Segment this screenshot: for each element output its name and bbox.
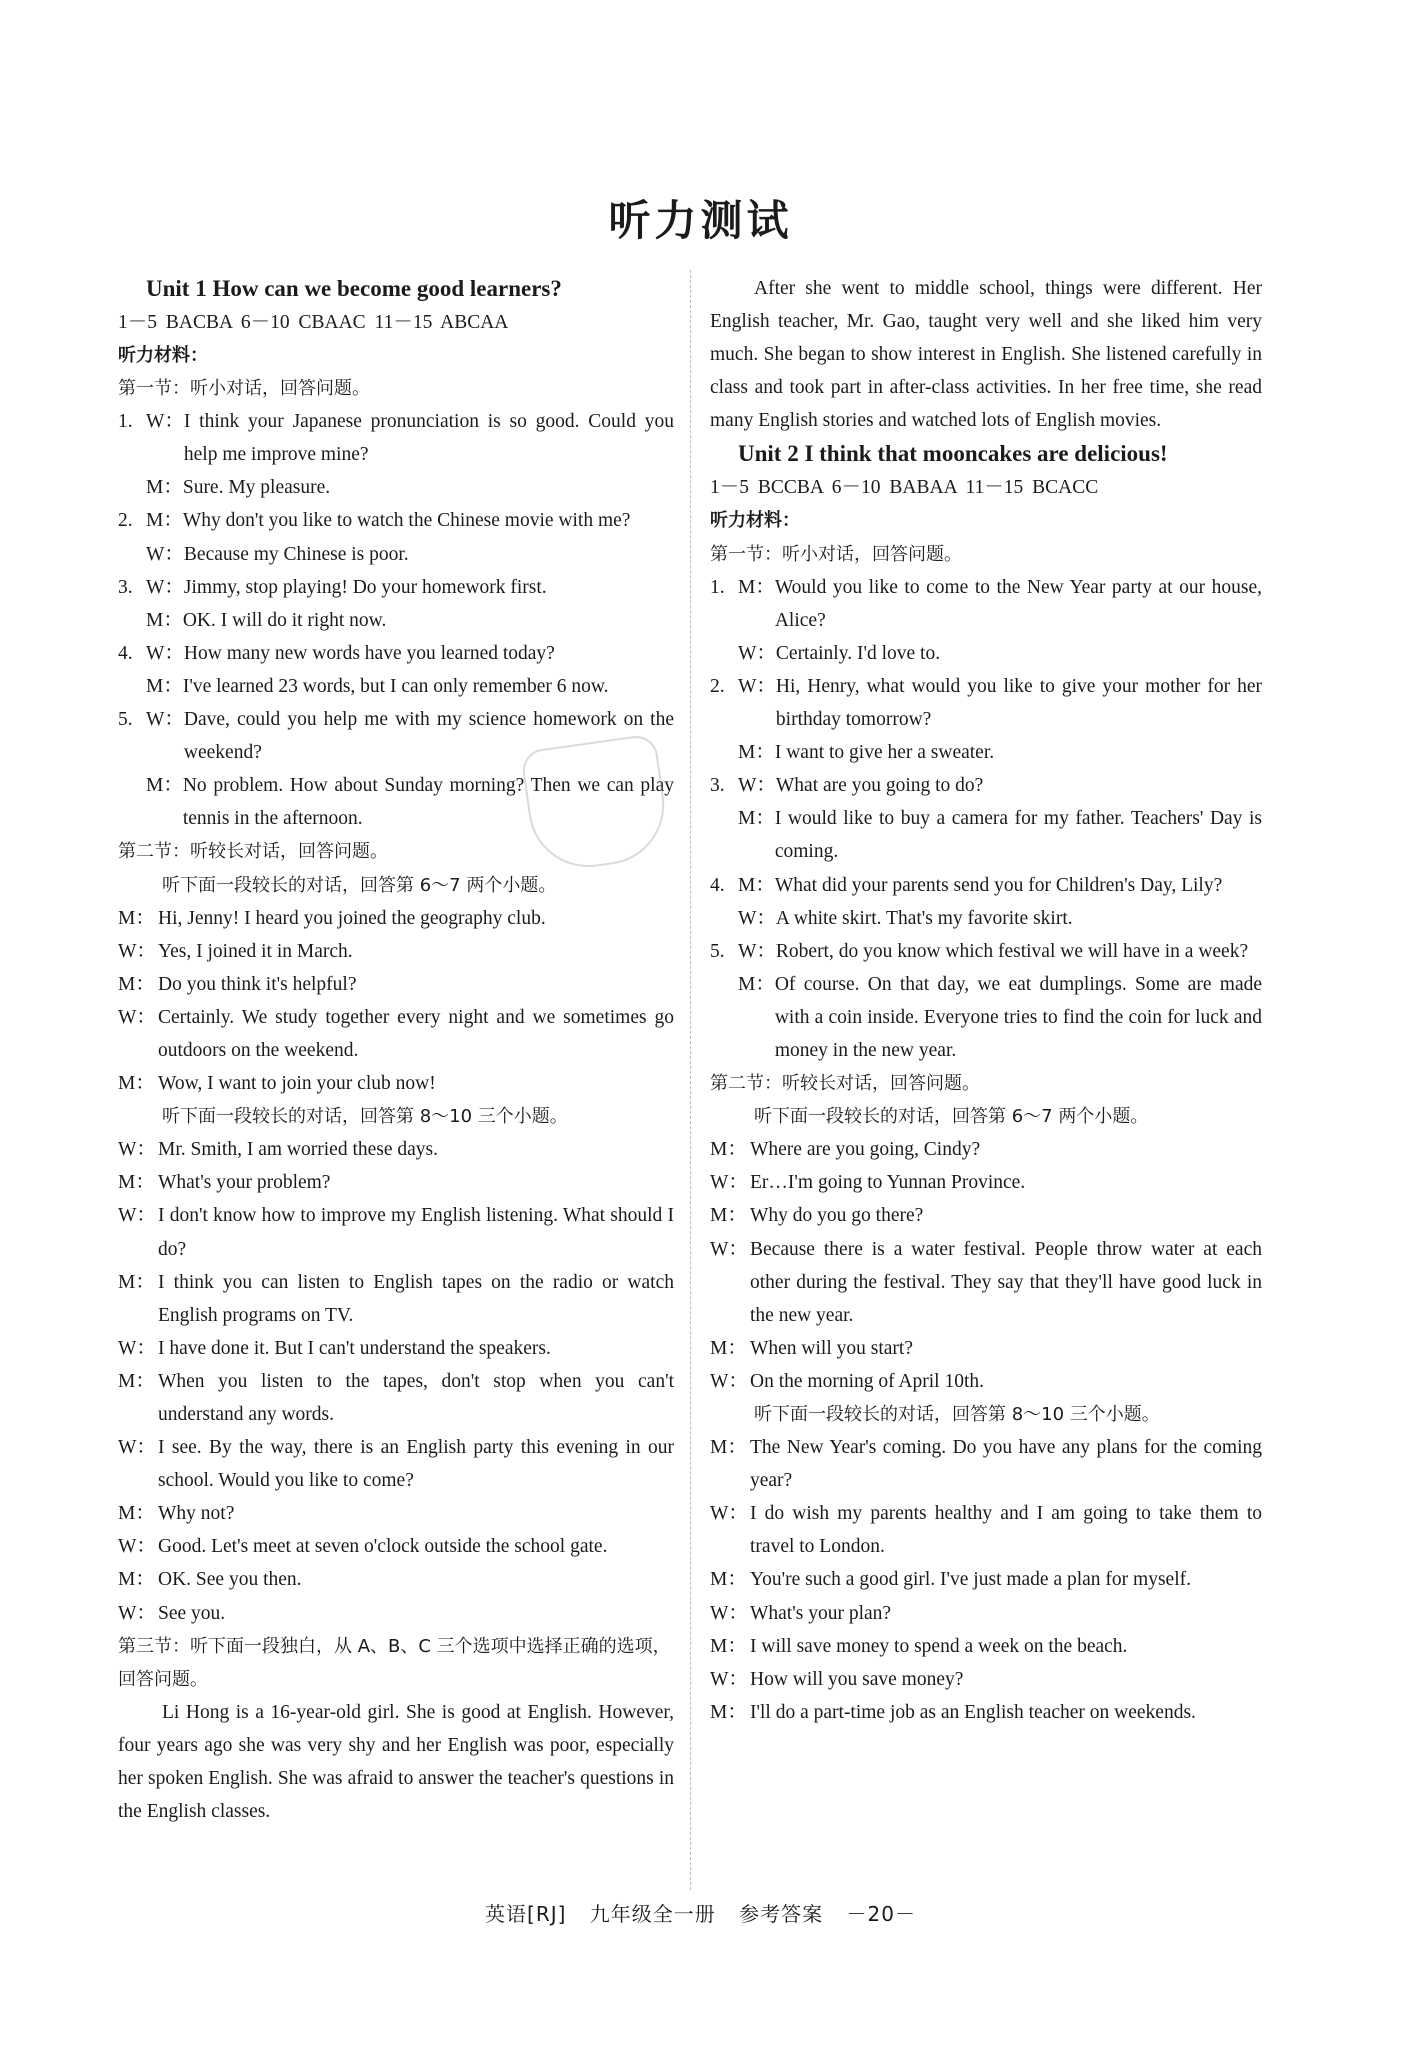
dialog-text: When will you start?: [750, 1337, 913, 1359]
dialog-number: 1.: [710, 576, 725, 598]
dialog-text: Because there is a water festival. People throw water at each other during the festival. They say that they'll have good luck in the new year.: [750, 1238, 1262, 1326]
speaker: W：: [118, 1006, 156, 1028]
dialog-number: 2.: [118, 510, 133, 532]
unit1-answers: 1－5 BACBA 6－10 CBAAC 11－15 ABCAA: [118, 312, 509, 333]
speaker: M：: [146, 477, 183, 499]
unit1-section2-heading: 第二节：听较长对话，回答问题。: [118, 841, 388, 863]
speaker: M：: [118, 907, 155, 929]
dialog-text: OK. I will do it right now.: [182, 609, 387, 631]
dialog-line: [118, 1497, 674, 1530]
speaker: W：: [118, 1139, 156, 1161]
dialog-text: Dave, could you help me with my science homework on the weekend?: [183, 709, 674, 764]
dialog-text: I've learned 23 words, but I can only remember 6 now.: [182, 675, 609, 697]
dialog-text: Good. Let's meet at seven o'clock outside the school gate.: [158, 1536, 608, 1558]
speaker: W：: [146, 576, 184, 598]
dialog-number: 1.: [118, 411, 133, 433]
dialog-number: [710, 637, 738, 670]
dialog-line: [710, 1563, 1262, 1596]
dialog-line: [710, 1597, 1262, 1630]
unit2-long-dialog-1: [710, 1133, 1262, 1398]
dialog-line: [118, 571, 674, 604]
dialog-number: [710, 902, 738, 935]
speaker: M：: [710, 1569, 747, 1591]
speaker: W：: [146, 543, 184, 565]
speaker: M：: [146, 510, 183, 532]
dialog-text: Hi, Jenny! I heard you joined the geography club.: [158, 907, 546, 929]
page-footer: [0, 1898, 1401, 1927]
unit2-section1-heading: 第一节：听小对话，回答问题。: [710, 543, 962, 565]
speaker: M：: [738, 576, 775, 598]
unit2-long-dialog-2: [710, 1431, 1262, 1729]
speaker: M：: [146, 775, 183, 797]
dialog-line: [710, 1166, 1262, 1199]
unit1-long-dialog-2: [118, 1133, 674, 1629]
dialog-line: [118, 538, 674, 571]
dialog-text: Why not?: [158, 1503, 235, 1525]
dialog-text: See you.: [158, 1602, 226, 1624]
dialog-number: [118, 769, 146, 835]
dialog-line: [118, 1365, 674, 1431]
speaker: W：: [738, 675, 776, 697]
speaker: M：: [118, 1569, 155, 1591]
dialog-line: [118, 902, 674, 935]
speaker: M：: [118, 1073, 155, 1095]
dialog-line: [710, 802, 1262, 868]
dialog-text: You're such a good girl. I've just made a plan for myself.: [750, 1569, 1191, 1591]
speaker: W：: [146, 642, 184, 664]
speaker: W：: [710, 1503, 748, 1525]
speaker: M：: [710, 1139, 747, 1161]
dialog-text: I think your Japanese pronunciation is so good. Could you help me improve mine?: [183, 411, 674, 466]
dialog-line: [710, 968, 1262, 1067]
speaker: M：: [738, 973, 775, 995]
dialog-text: Robert, do you know which festival we will have in a week?: [775, 940, 1249, 962]
dialog-number: [118, 538, 146, 571]
dialog-text: Because my Chinese is poor.: [183, 543, 409, 565]
dialog-text: OK. See you then.: [158, 1569, 302, 1591]
speaker: W：: [118, 1437, 156, 1459]
dialog-text: I want to give her a sweater.: [774, 742, 995, 764]
speaker: W：: [118, 1205, 156, 1227]
dialog-line: [710, 1663, 1262, 1696]
dialog-line: [710, 1365, 1262, 1398]
unit2-instruction-b: 听下面一段较长的对话，回答第 8～10 三个小题。: [754, 1404, 1160, 1425]
dialog-line: [710, 1133, 1262, 1166]
speaker: W：: [738, 775, 776, 797]
dialog-text: Mr. Smith, I am worried these days.: [158, 1139, 438, 1161]
dialog-line: [710, 736, 1262, 769]
dialog-line: [118, 1067, 674, 1100]
footer-label: 参考答案: [739, 1902, 824, 1926]
dialog-text: Certainly. We study together every night and we sometimes go outdoors on the weekend.: [158, 1006, 674, 1061]
dialog-number: [118, 604, 146, 637]
speaker: W：: [738, 642, 776, 664]
dialog-text: I would like to buy a camera for my father. Teachers' Day is coming.: [774, 808, 1262, 863]
speaker: W：: [710, 1602, 748, 1624]
dialog-text: Why don't you like to watch the Chinese movie with me?: [182, 510, 631, 532]
dialog-text: I think you can listen to English tapes on the radio or watch English programs on TV.: [158, 1271, 674, 1326]
dialog-line: [118, 1001, 674, 1067]
right-column: [710, 272, 1262, 1729]
unit1-monologue-paragraph-1: Li Hong is a 16-year-old girl. She is good at English. However, four years ago she was very shy and her English was poor, especially her spoken English. She was afraid to answer the teacher's questions in the English classes.: [118, 1701, 674, 1823]
dialog-line: [710, 1199, 1262, 1232]
dialog-text: Hi, Henry, what would you like to give your mother for her birthday tomorrow?: [775, 675, 1262, 731]
speaker: M：: [710, 1337, 747, 1359]
unit1-material-label: 听力材料：: [118, 345, 208, 366]
dialog-text: I'll do a part-time job as an English teacher on weekends.: [750, 1701, 1196, 1723]
unit2-section2-heading: 第二节：听较长对话，回答问题。: [710, 1073, 980, 1095]
dialog-text: Jimmy, stop playing! Do your homework first.: [183, 576, 547, 598]
speaker: M：: [738, 742, 775, 764]
dialog-number: [710, 736, 738, 769]
unit1-monologue-paragraph-2: After she went to middle school, things were different. Her English teacher, Mr. Gao, taught very well and she liked him very much. She began to show interest in English. She listened carefully in class and took part in after-class activities. In her free time, she read many English stories and watched lots of English movies.: [710, 278, 1262, 432]
dialog-line: [118, 968, 674, 1001]
dialog-line: [118, 604, 674, 637]
speaker: M：: [118, 973, 155, 995]
dialog-line: [710, 869, 1262, 902]
dialog-line: [118, 1266, 674, 1332]
unit2-heading: Unit 2 I think that mooncakes are delicious!: [738, 441, 1168, 467]
dialog-line: [710, 571, 1262, 637]
dialog-text: What are you going to do?: [775, 775, 984, 797]
dialog-text: Of course. On that day, we eat dumplings. Some are made with a coin inside. Everyone tries to find the coin for luck and money in the new year.: [774, 973, 1262, 1061]
speaker: W：: [118, 1602, 156, 1624]
speaker: M：: [738, 874, 775, 896]
speaker: M：: [118, 1172, 155, 1194]
dialog-text: Yes, I joined it in March.: [158, 940, 353, 962]
dialog-text: What's your problem?: [158, 1172, 331, 1194]
dialog-line: [118, 670, 674, 703]
dialog-line: [118, 1199, 674, 1265]
page-title: 听力测试: [608, 196, 793, 245]
unit1-instruction-b: 听下面一段较长的对话，回答第 8～10 三个小题。: [162, 1106, 568, 1128]
dialog-line: [710, 670, 1262, 736]
dialog-number: 3.: [118, 576, 133, 598]
unit2-material-label: 听力材料：: [710, 510, 800, 532]
speaker: M：: [146, 675, 183, 697]
speaker: W：: [146, 709, 184, 731]
dialog-text: Why do you go there?: [750, 1205, 924, 1227]
dialog-text: On the morning of April 10th.: [750, 1370, 984, 1392]
dialog-text: I see. By the way, there is an English party this evening in our school. Would you like to come?: [158, 1437, 674, 1492]
dialog-line: [710, 902, 1262, 935]
dialog-line: [118, 637, 674, 670]
speaker: W：: [118, 1337, 156, 1359]
dialog-number: 2.: [710, 675, 725, 697]
dialog-text: What's your plan?: [750, 1602, 892, 1624]
dialog-text: I will save money to spend a week on the beach.: [750, 1635, 1128, 1657]
dialog-line: [118, 1563, 674, 1596]
unit1-heading: Unit 1 How can we become good learners?: [146, 276, 562, 301]
left-column: [118, 272, 674, 1828]
speaker: W：: [738, 907, 776, 929]
dialog-line: [710, 1497, 1262, 1563]
unit1-section3-heading: 第三节：听下面一段独白，从 A、B、C 三个选项中选择正确的选项，回答问题。: [118, 1635, 671, 1690]
unit2-instruction-a: 听下面一段较长的对话，回答第 6～7 两个小题。: [754, 1106, 1149, 1128]
dialog-text: I have done it. But I can't understand the speakers.: [158, 1337, 551, 1359]
dialog-number: 3.: [710, 775, 725, 797]
dialog-number: 4.: [118, 642, 133, 664]
watermark-stamp: ​: [520, 733, 672, 875]
dialog-number: [710, 802, 738, 868]
dialog-text: Certainly. I'd love to.: [775, 642, 941, 664]
dialog-number: 4.: [710, 874, 725, 896]
dialog-number: [710, 968, 738, 1067]
dialog-text: I do wish my parents healthy and I am going to take them to travel to London.: [750, 1503, 1262, 1558]
speaker: M：: [118, 1503, 155, 1525]
dialog-line: [118, 1166, 674, 1199]
dialog-text: Do you think it's helpful?: [158, 973, 357, 995]
dialog-text: A white skirt. That's my favorite skirt.: [775, 907, 1073, 929]
dialog-number: 5.: [118, 709, 133, 731]
dialog-line: [118, 471, 674, 504]
page-number: －20－: [846, 1902, 916, 1926]
speaker: M：: [738, 808, 775, 830]
dialog-text: Where are you going, Cindy?: [750, 1139, 981, 1161]
speaker: W：: [710, 1370, 748, 1392]
dialog-line: [118, 1431, 674, 1497]
unit2-short-dialogs: [710, 571, 1262, 1067]
dialog-line: [710, 1696, 1262, 1729]
dialog-number: [118, 471, 146, 504]
dialog-text: Er…I'm going to Yunnan Province.: [750, 1172, 1026, 1194]
dialog-text: What did your parents send you for Children's Day, Lily?: [774, 874, 1223, 896]
dialog-line: [118, 1332, 674, 1365]
dialog-line: [118, 504, 674, 537]
dialog-line: [118, 405, 674, 471]
dialog-text: When you listen to the tapes, don't stop when you can't understand any words.: [158, 1370, 674, 1425]
speaker: W：: [738, 940, 776, 962]
speaker: M：: [146, 609, 183, 631]
speaker: W：: [710, 1668, 748, 1690]
dialog-text: Would you like to come to the New Year party at our house, Alice?: [774, 576, 1262, 631]
dialog-line: [118, 935, 674, 968]
dialog-number: [118, 670, 146, 703]
dialog-line: [710, 1233, 1262, 1332]
speaker: W：: [146, 411, 184, 433]
dialog-line: [710, 1332, 1262, 1365]
speaker: W：: [118, 1536, 156, 1558]
speaker: W：: [710, 1172, 748, 1194]
speaker: M：: [710, 1635, 747, 1657]
dialog-text: I don't know how to improve my English listening. What should I do?: [158, 1205, 674, 1260]
dialog-line: [118, 1530, 674, 1563]
speaker: M：: [118, 1271, 155, 1293]
speaker: M：: [710, 1701, 747, 1723]
dialog-line: [710, 1431, 1262, 1497]
dialog-number: 5.: [710, 940, 725, 962]
speaker: W：: [710, 1238, 748, 1260]
unit2-answers: 1－5 BCCBA 6－10 BABAA 11－15 BCACC: [710, 477, 1099, 499]
footer-grade: 九年级全一册: [589, 1902, 716, 1926]
dialog-line: [710, 769, 1262, 802]
dialog-text: No problem. How about Sunday morning? Then we can play tennis in the afternoon.: [182, 775, 674, 830]
dialog-text: Sure. My pleasure.: [182, 477, 331, 499]
dialog-line: [710, 935, 1262, 968]
unit1-long-dialog-1: [118, 902, 674, 1101]
dialog-line: [710, 637, 1262, 670]
speaker: M：: [118, 1370, 155, 1392]
dialog-line: [118, 1597, 674, 1630]
dialog-text: Wow, I want to join your club now!: [158, 1073, 436, 1095]
unit1-instruction-a: 听下面一段较长的对话，回答第 6～7 两个小题。: [162, 874, 557, 896]
speaker: M：: [710, 1205, 747, 1227]
footer-subject: 英语[RJ]: [485, 1902, 567, 1926]
speaker: M：: [710, 1437, 747, 1459]
dialog-text: How many new words have you learned today?: [183, 642, 555, 664]
speaker: W：: [118, 940, 156, 962]
dialog-text: The New Year's coming. Do you have any plans for the coming year?: [750, 1437, 1262, 1492]
dialog-line: [710, 1630, 1262, 1663]
dialog-line: [118, 1133, 674, 1166]
dialog-text: How will you save money?: [750, 1668, 964, 1690]
column-divider: [690, 270, 691, 1890]
unit1-section1-heading: 第一节：听小对话，回答问题。: [118, 378, 370, 400]
